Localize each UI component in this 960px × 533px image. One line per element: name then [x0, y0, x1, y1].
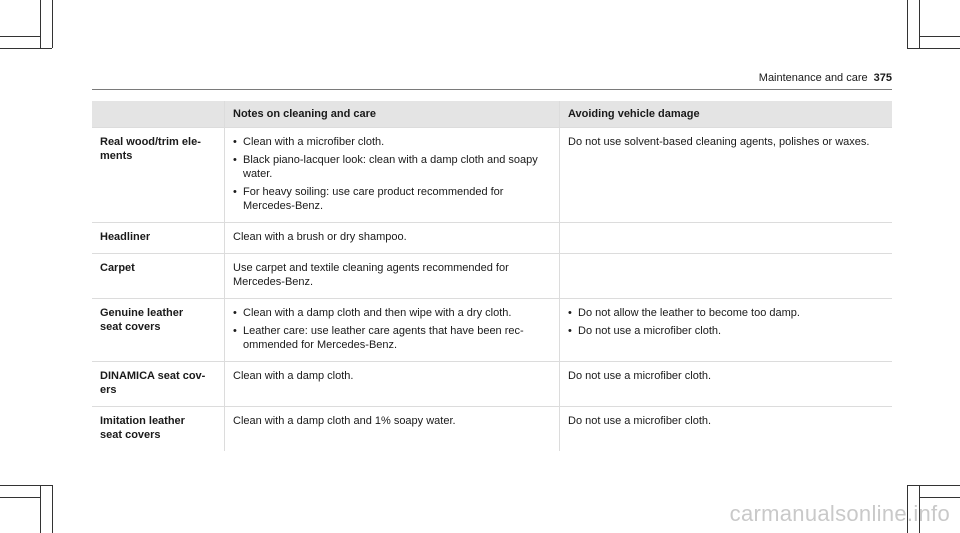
row-label: DINAMICA seat cov- ers: [92, 362, 225, 407]
care-cell: [225, 128, 560, 223]
crop-mark: [0, 36, 40, 37]
care-cell: Clean with a damp cloth and 1% soapy water.: [225, 407, 560, 452]
table-row: [92, 223, 892, 254]
list-item: • Clean with a microfiber cloth.: [233, 135, 551, 149]
care-cell: Use carpet and textile cleaning agents recommended for Mercedes-Benz.: [225, 254, 560, 299]
row-label: Headliner: [92, 223, 225, 254]
row-label: Imitation leather seat covers: [92, 407, 225, 452]
crop-mark: [907, 48, 960, 49]
list-item: • Clean with a damp cloth and then wipe with a dry cloth.: [233, 306, 551, 320]
care-list: [233, 135, 551, 213]
damage-list: [568, 306, 884, 338]
watermark-text: carmanualsonline.info: [729, 501, 950, 526]
crop-mark: [919, 497, 960, 498]
table-row: [92, 254, 892, 299]
table-row: [92, 407, 892, 452]
care-list: [233, 306, 551, 352]
row-label: Carpet: [92, 254, 225, 299]
table-header-row: [92, 101, 892, 128]
crop-mark: [52, 485, 53, 533]
care-cell: Clean with a damp cloth.: [225, 362, 560, 407]
damage-cell: [560, 254, 893, 299]
table-row: [92, 128, 892, 223]
crop-mark: [0, 485, 52, 486]
crop-mark: [0, 497, 40, 498]
row-label: Genuine leather seat covers: [92, 299, 225, 362]
crop-mark: [907, 0, 908, 48]
running-head: [759, 72, 892, 84]
list-item: • Do not allow the leather to become too damp.: [568, 306, 884, 320]
list-item: • Do not use a microfiber cloth.: [568, 324, 884, 338]
damage-cell: [560, 299, 893, 362]
damage-cell: Do not use a microfiber cloth.: [560, 362, 893, 407]
header-notes: Notes on cleaning and care: [225, 101, 560, 128]
crop-mark: [919, 36, 960, 37]
list-item: • For heavy soiling: use care product recommended for Mercedes-Benz.: [233, 185, 551, 213]
crop-mark: [0, 48, 52, 49]
damage-cell: [560, 223, 893, 254]
row-label: Real wood/trim ele- ments: [92, 128, 225, 223]
table-row: [92, 299, 892, 362]
list-item: • Black piano-lacquer look: clean with a damp cloth and soapy water.: [233, 153, 551, 181]
care-cell: Clean with a brush or dry shampoo.: [225, 223, 560, 254]
section-title: Maintenance and care: [758, 72, 868, 84]
crop-mark: [919, 0, 920, 48]
crop-mark: [907, 485, 960, 486]
list-item: • Leather care: use leather care agents that have been rec- ommended for Mercedes-Benz.: [233, 324, 551, 352]
crop-mark: [52, 0, 53, 48]
crop-mark: [40, 0, 41, 48]
crop-mark: [40, 485, 41, 533]
page-number: 375: [873, 72, 892, 84]
table-row: [92, 362, 892, 407]
care-cell: [225, 299, 560, 362]
damage-cell: Do not use solvent-based cleaning agents, polishes or waxes.: [560, 128, 893, 223]
damage-cell: Do not use a microfiber cloth.: [560, 407, 893, 452]
header-rule: [92, 89, 892, 90]
cleaning-care-table: [92, 101, 892, 451]
header-damage: Avoiding vehicle damage: [560, 101, 893, 128]
header-empty: [92, 101, 225, 128]
